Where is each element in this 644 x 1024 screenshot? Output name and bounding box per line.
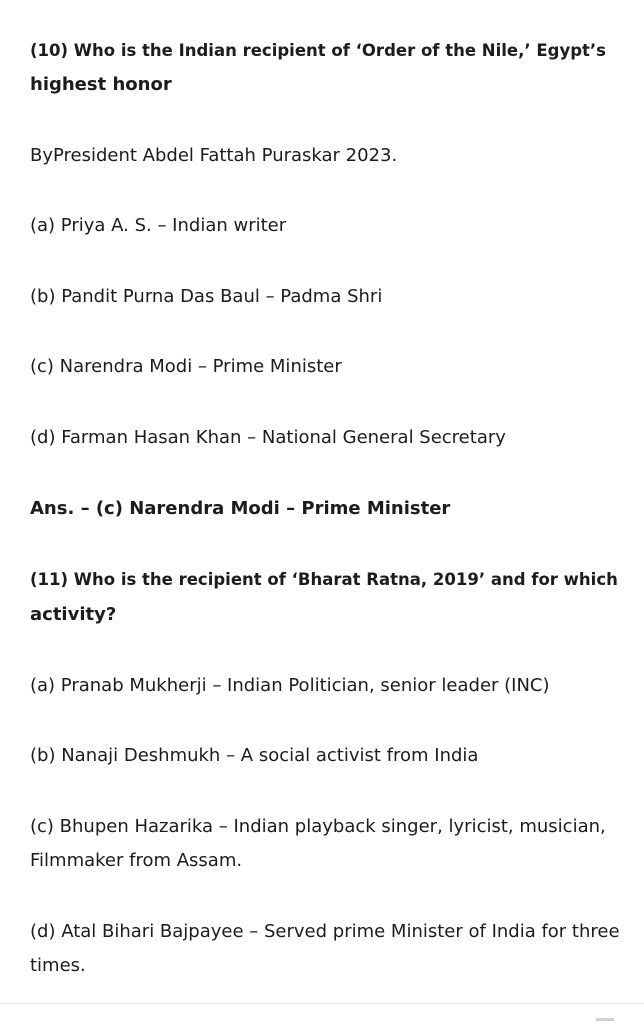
- q10-question-line1: (10) Who is the Indian recipient of ‘Order of the Nile,’ Egypt’s: [30, 41, 607, 60]
- q10-note: ByPresident Abdel Fattah Puraskar 2023.: [30, 145, 398, 166]
- q11-option-b: (b) Nanaji Deshmukh – A social activist from India: [30, 745, 479, 766]
- q10-option-a: (a) Priya A. S. – Indian writer: [30, 215, 287, 236]
- q11-option-a: (a) Pranab Mukherji – Indian Politician, senior leader (INC): [30, 675, 550, 696]
- q10-answer: Ans. – (c) Narendra Modi – Prime Minister: [30, 498, 451, 519]
- q11-option-c-line1: (c) Bhupen Hazarika – Indian playback singer, lyricist, musician,: [30, 816, 606, 837]
- q11-option-c-line2: Filmmaker from Assam.: [30, 850, 243, 871]
- q10-option-d: (d) Farman Hasan Khan – National General Secretary: [30, 427, 506, 448]
- q11-option-d-line2: times.: [30, 955, 86, 976]
- q10-option-b: (b) Pandit Purna Das Baul – Padma Shri: [30, 286, 383, 307]
- q11-question-line1: (11) Who is the recipient of ‘Bharat Ratna, 2019’ and for which: [30, 570, 618, 589]
- q10-question-line2: highest honor: [30, 74, 172, 95]
- corner-mark: [596, 1018, 614, 1021]
- q11-question-line2: activity?: [30, 604, 117, 625]
- bottom-divider: [0, 1003, 644, 1004]
- q11-option-d-line1: (d) Atal Bihari Bajpayee – Served prime Minister of India for three: [30, 921, 620, 942]
- q10-option-c: (c) Narendra Modi – Prime Minister: [30, 356, 342, 377]
